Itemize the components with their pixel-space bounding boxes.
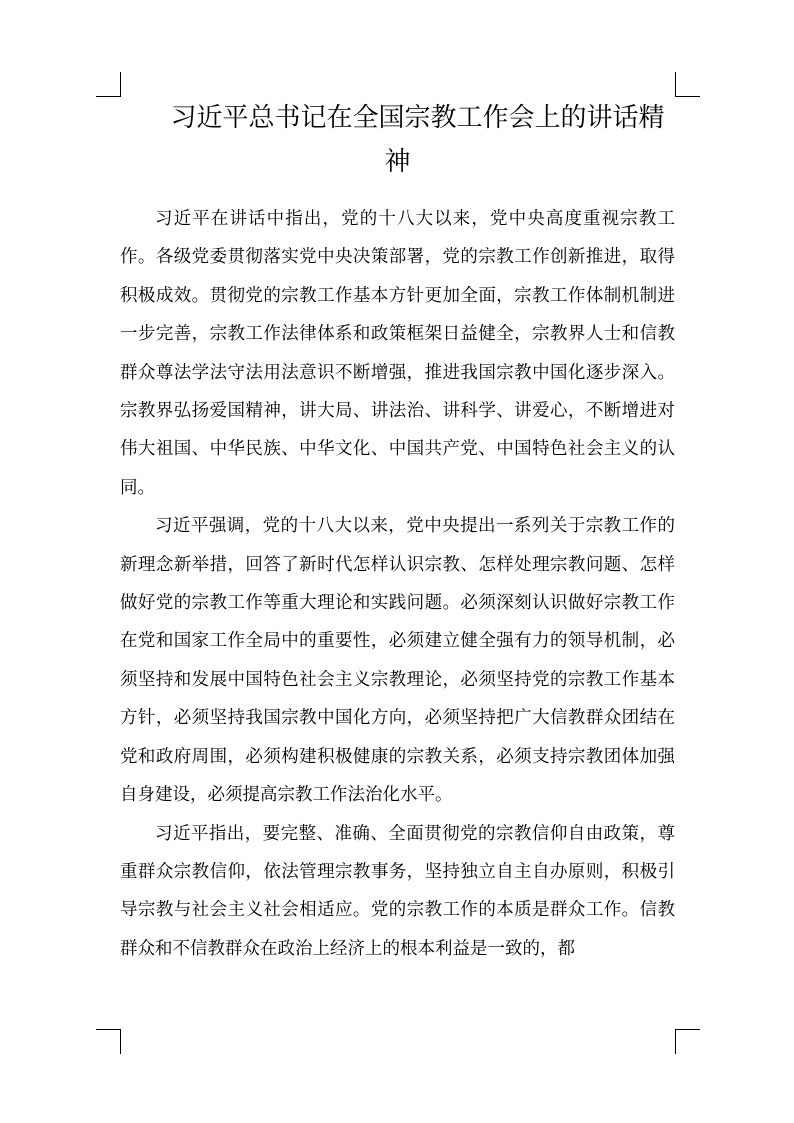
document-title	[120, 96, 675, 184]
paragraph-1: 习近平在讲话中指出，党的十八大以来，党中央高度重视宗教工作。各级党委贯彻落实党中央决策部署，党的宗教工作创新推进，取得积极成效。贯彻党的宗教工作基本方针更加全面，宗教工作体制机制进一步完善，宗教工作法律体系和政策框架日益健全，宗教界人士和信教群众尊法学法守法用法意识不断增强，推进我国宗教中国化逐步深入。宗教界弘扬爱国精神，讲大局、讲法治、讲科学、讲爱心，不断增进对伟大祖国、中华民族、中华文化、中国共产党、中国特色社会主义的认同。	[120, 209, 675, 498]
paragraph-2: 习近平强调，党的十八大以来，党中央提出一系列关于宗教工作的新理念新举措，回答了新时代怎样认识宗教、怎样处理宗教问题、怎样做好党的宗教工作等重大理论和实践问题。必须深刻认识做好宗教工作在党和国家工作全局中的重要性，必须建立健全强有力的领导机制，必须坚持和发展中国特色社会主义宗教理论，必须坚持党的宗教工作基本方针，必须坚持我国宗教中国化方向，必须坚持把广大信教群众团结在党和政府周围，必须构建积极健康的宗教关系，必须支持宗教团体加强自身建设，必须提高宗教工作法治化水平。	[120, 516, 675, 806]
paragraph-3: 习近平指出，要完整、准确、全面贯彻党的宗教信仰自由政策，尊重群众宗教信仰，依法管理宗教事务，坚持独立自主自办原则，积极引导宗教与社会主义社会相适应。党的宗教工作的本质是群众工作。信教群众和不信教群众在政治上经济上的根本利益是一致的，都	[120, 823, 675, 959]
crop-mark-top-right	[675, 72, 700, 97]
document-body	[120, 200, 675, 1030]
crop-mark-bottom-right	[675, 1029, 700, 1054]
document-title-text: 习近平总书记在全国宗教工作会上的讲话精神	[170, 103, 665, 177]
crop-mark-top-left	[96, 72, 121, 97]
crop-mark-bottom-left	[96, 1029, 121, 1054]
